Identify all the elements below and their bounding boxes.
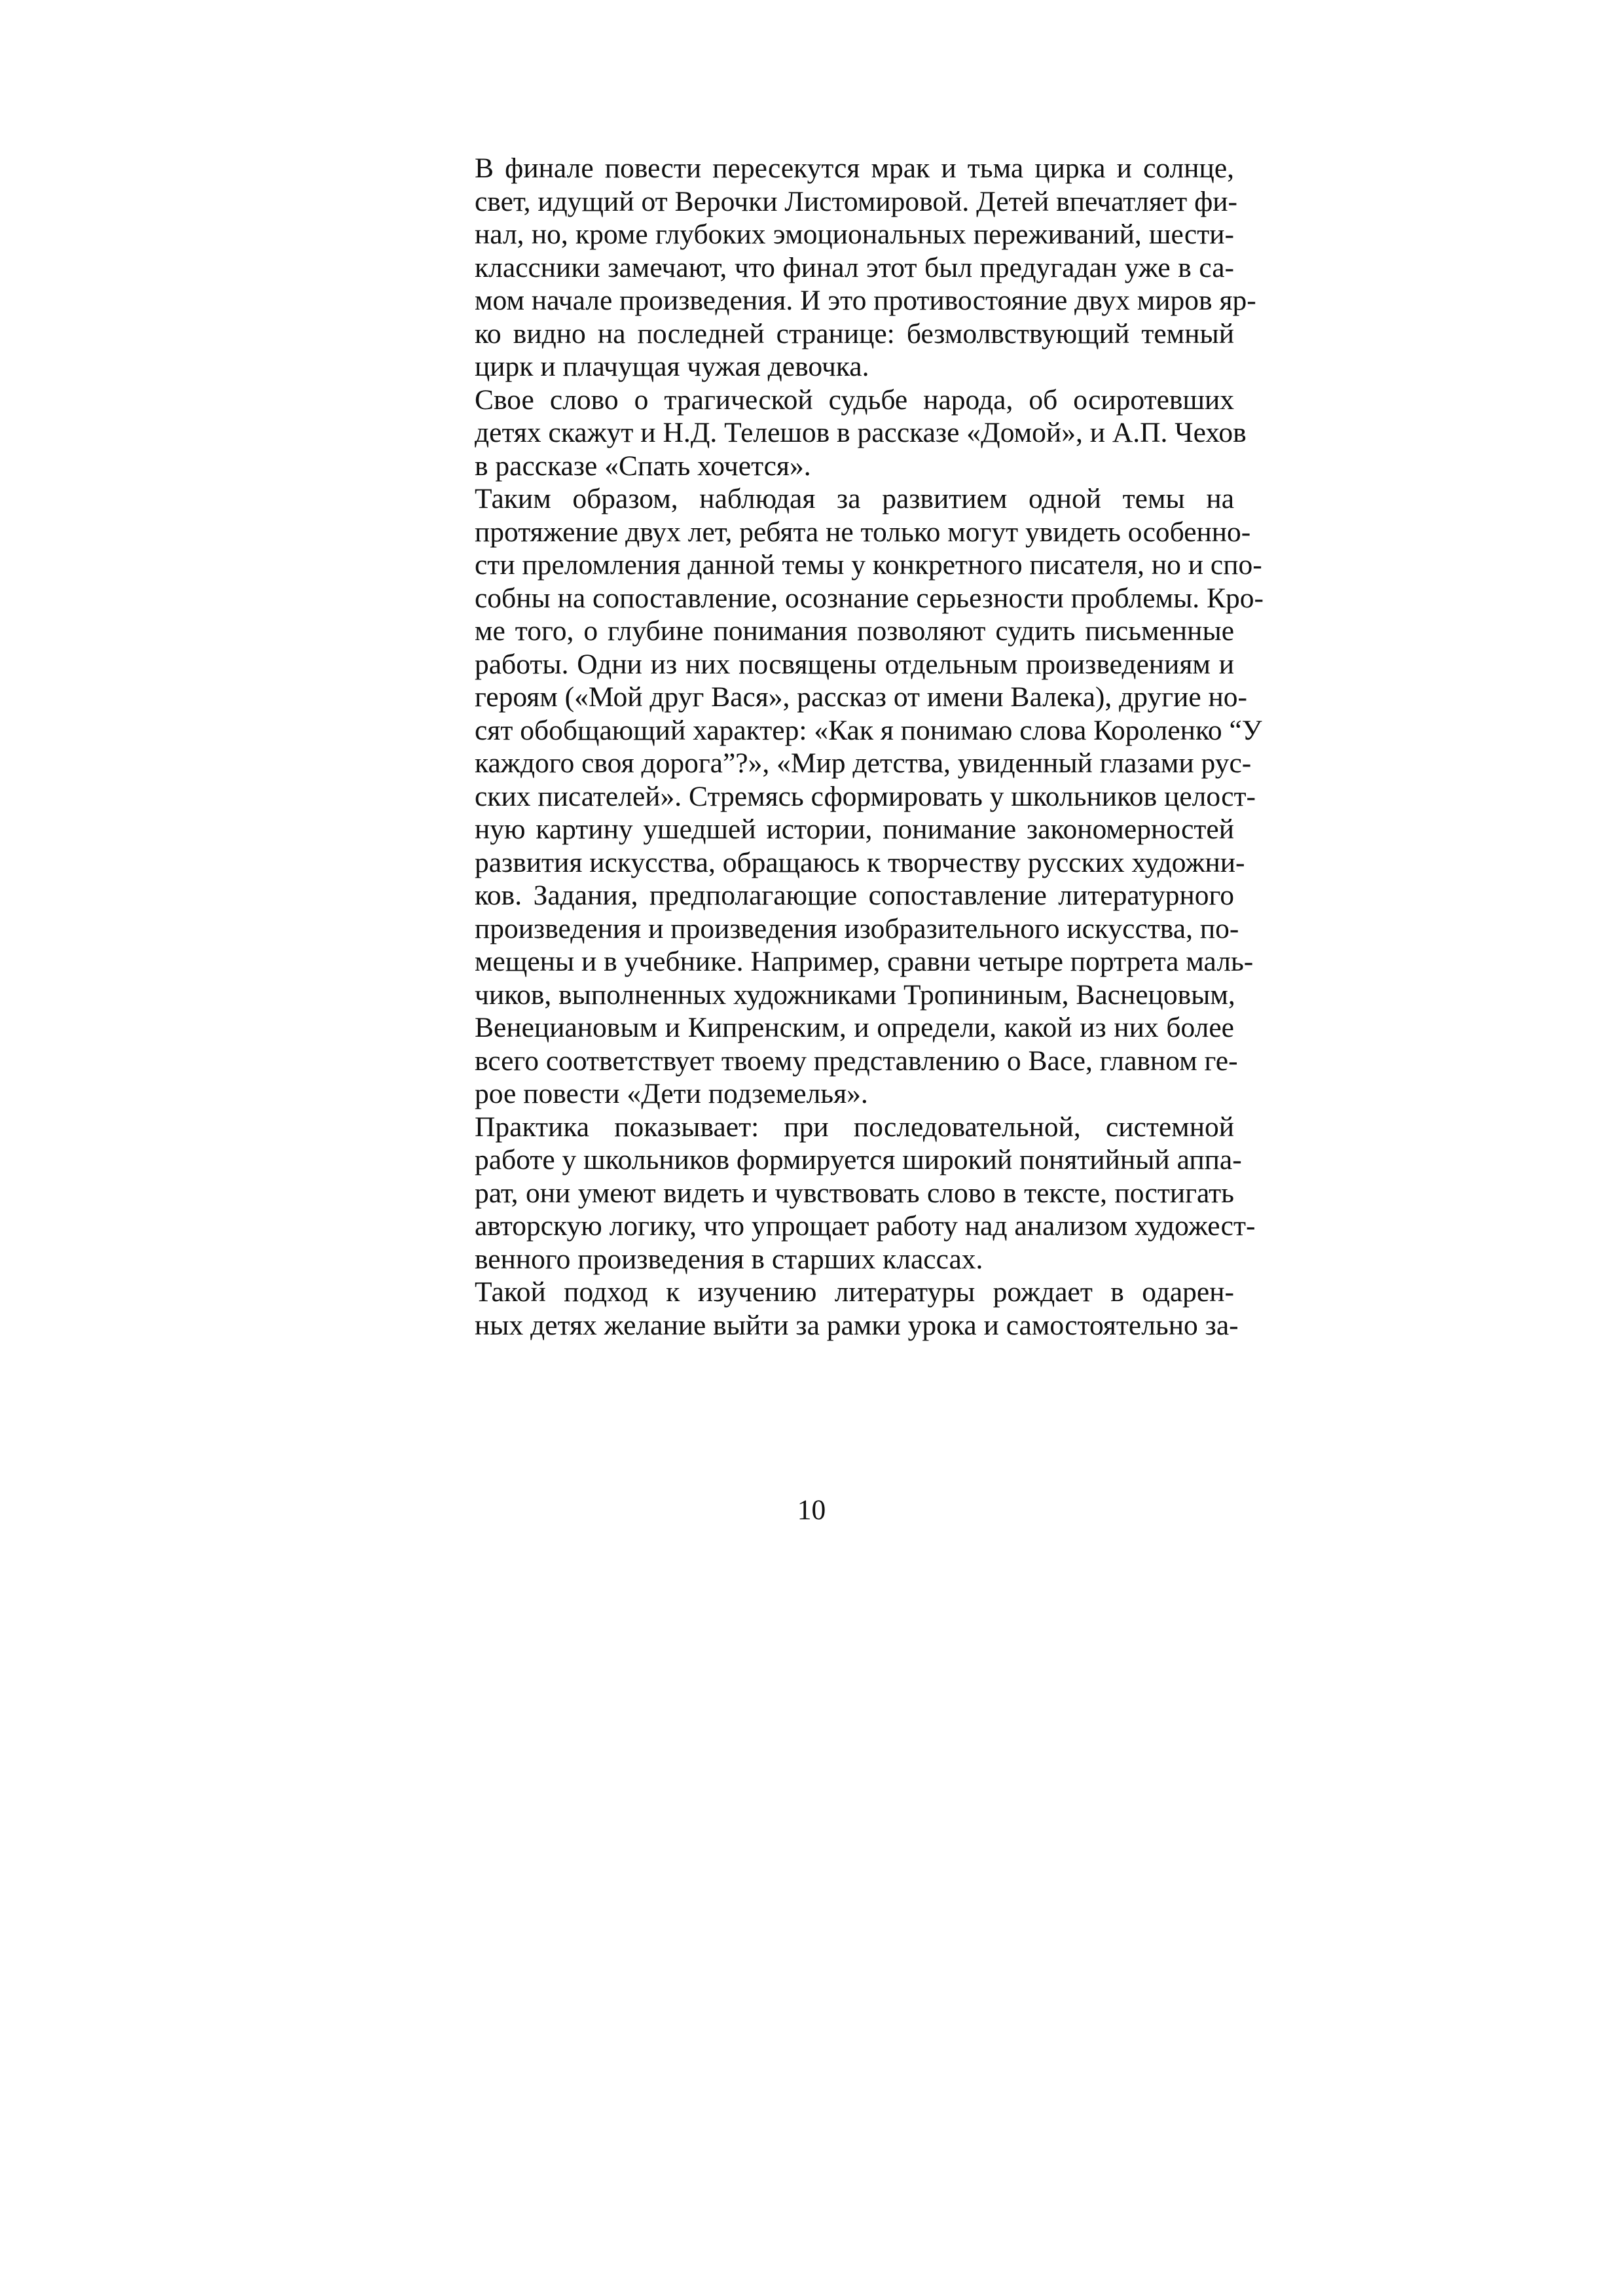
text-line: венного произведения в старших классах. [475,1243,983,1275]
text-line: развития искусства, обращаюсь к творчеству русских художни- [475,846,1245,878]
text-line: в рассказе «Спать хочется». [475,450,811,482]
text-line: детях скажут и Н.Д. Телешов в рассказе «Домой», и А.П. Чехов [475,417,1247,448]
text-line: авторскую логику, что упрощает работу над анализом художест- [475,1210,1256,1242]
text-line: свет, идущий от Верочки Листомировой. Детей впечатляет фи- [475,185,1238,217]
text-line: Таким образом, наблюдая за развитием одной темы на [475,483,1234,514]
text-line: работе у школьников формируется широкий понятийный аппа- [475,1144,1242,1175]
page-body [390,152,1264,1342]
paragraph-circus-finale [390,152,1256,384]
page-number: 10 [797,1494,826,1526]
text-line: рое повести «Дети подземелья». [475,1078,868,1109]
text-line: сят обобщающий характер: «Как я понимаю слова Короленко “У [475,714,1262,746]
text-line: Такой подход к изучению литературы рождает в одарен- [475,1276,1234,1308]
paragraph-gifted-children [390,1276,1239,1342]
text-line: Свое слово о трагической судьбе народа, об осиротевших [475,384,1234,416]
text-line: Практика показывает: при последовательной, системной [475,1111,1234,1143]
paragraph-orphaned-children [390,384,1247,483]
text-line: собны на сопоставление, осознание серьезности проблемы. Кро- [475,582,1264,614]
text-line: чиков, выполненных художниками Тропининым, Васнецовым, [475,978,1235,1011]
text-line: классники замечают, что финал этот был предугадан уже в са- [475,251,1234,283]
text-line: героям («Мой друг Вася», рассказ от имени Валека), другие но- [475,681,1248,713]
text-line: мом начале произведения. И это противостояние двух миров яр- [475,285,1256,316]
text-line: Венециановым и Кипренским, и определи, какой из них более [475,1012,1234,1043]
text-line: ко видно на последней странице: безмолвствующий темный [475,317,1234,350]
text-line: рат, они умеют видеть и чувствовать слово в тексте, постигать [475,1177,1234,1209]
text-line: цирк и плачущая чужая девочка. [475,351,869,382]
text-line: произведения и произведения изобразительного искусства, по- [475,912,1239,944]
text-line: ных детях желание выйти за рамки урока и самостоятельно за- [475,1309,1239,1341]
text-line: протяжение двух лет, ребята не только могут увидеть особенно- [475,516,1251,548]
text-line: В финале повести пересекутся мрак и тьма цирка и солнце, [475,152,1234,184]
text-line: всего соответствует твоему представлению о Васе, главном ге- [475,1045,1238,1077]
paragraph-theme-development [390,482,1264,1111]
text-line: ме того, о глубине понимания позволяют судить письменные [475,615,1234,647]
text-line: сти преломления данной темы у конкретного писателя, но и спо- [475,549,1262,581]
text-line: мещены и в учебнике. Например, сравни четыре портрета маль- [475,946,1254,977]
text-line: нал, но, кроме глубоких эмоциональных переживаний, шести- [475,219,1234,250]
text-line: ских писателей». Стремясь сформировать у школьников целост- [475,780,1256,812]
text-line: работы. Одни из них посвящены отдельным произведениям и [475,648,1234,680]
text-line: каждого своя дорога”?», «Мир детства, увиденный глазами рус- [475,747,1252,779]
text-line: ную картину ушедшей истории, понимание закономерностей [475,814,1234,845]
text-line: ков. Задания, предполагающие сопоставление литературного [475,880,1234,911]
paragraph-practice-shows [390,1111,1256,1276]
